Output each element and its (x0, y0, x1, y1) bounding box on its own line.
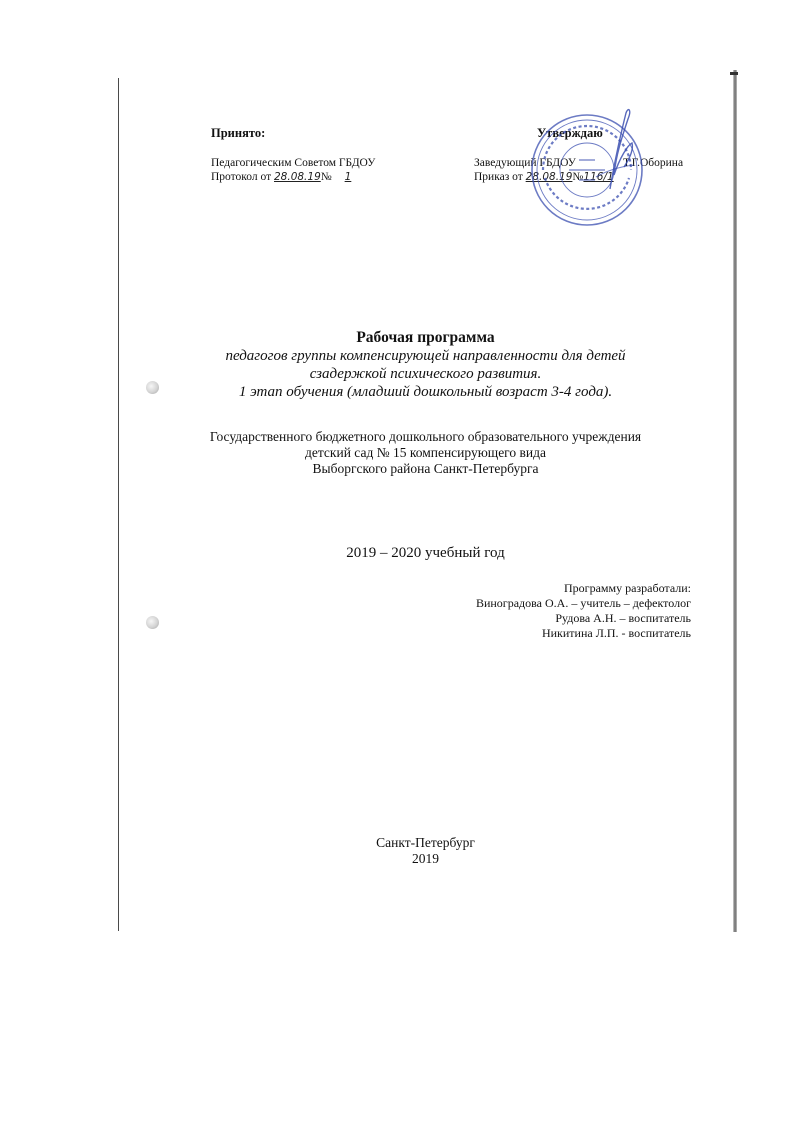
protocol-date: 28.08.19 (274, 171, 321, 183)
program-subtitle-2: сзадержкой психического развития. (309, 366, 542, 382)
order-prefix: Приказ от (474, 171, 523, 183)
program-subtitle-1: педагогов группы компенсирующей направленности для детей (225, 348, 626, 364)
footer-year: 2019 (412, 851, 439, 866)
institution-line-2: детский сад № 15 компенсирующего вида (305, 445, 546, 460)
protocol-line (211, 170, 361, 184)
signature-icon (588, 105, 638, 190)
program-title: Рабочая программа (356, 329, 495, 346)
footer-city: Санкт-Петербург (376, 835, 475, 850)
program-subtitle-3: 1 этап обучения (младший дошкольный возраст 3-4 года). (238, 384, 613, 400)
academic-year: 2019 – 2020 учебный год (346, 545, 505, 561)
institution-line-1: Государственного бюджетного дошкольного образовательного учреждения (209, 429, 642, 444)
institution-line-3: Выборгского района Санкт-Петербурга (312, 461, 539, 476)
scan-left-edge (118, 78, 119, 931)
head-position: Заведующий ГБДОУ (474, 157, 576, 169)
scan-right-edge (733, 70, 737, 932)
protocol-no-label: № (320, 171, 332, 183)
protocol-prefix: Протокол от (211, 171, 272, 183)
institution-block (118, 429, 733, 477)
order-number: 116/1 (583, 171, 614, 183)
head-name: Т.Г.Оборина (623, 157, 684, 169)
council-text: Педагогическим Советом ГБДОУ (211, 157, 376, 169)
developers-heading: Программу разработали: (563, 581, 691, 595)
footer-block (118, 835, 733, 867)
developer-item: Виноградова О.А. – учитель – дефектолог (475, 596, 691, 610)
order-no-label: № (572, 171, 584, 183)
title-block (118, 328, 733, 401)
developer-item: Никитина Л.П. - воспитатель (541, 626, 691, 640)
accepted-heading: Принято: (211, 126, 266, 140)
scan-right-tick (730, 72, 738, 75)
developer-item: Рудова А.Н. – воспитатель (555, 611, 691, 625)
punch-hole-bottom (146, 616, 159, 629)
order-date: 28.08.19 (525, 171, 573, 183)
approved-heading: Утверждаю (537, 126, 603, 140)
developers-block (476, 581, 691, 641)
protocol-number: 1 (344, 171, 352, 183)
